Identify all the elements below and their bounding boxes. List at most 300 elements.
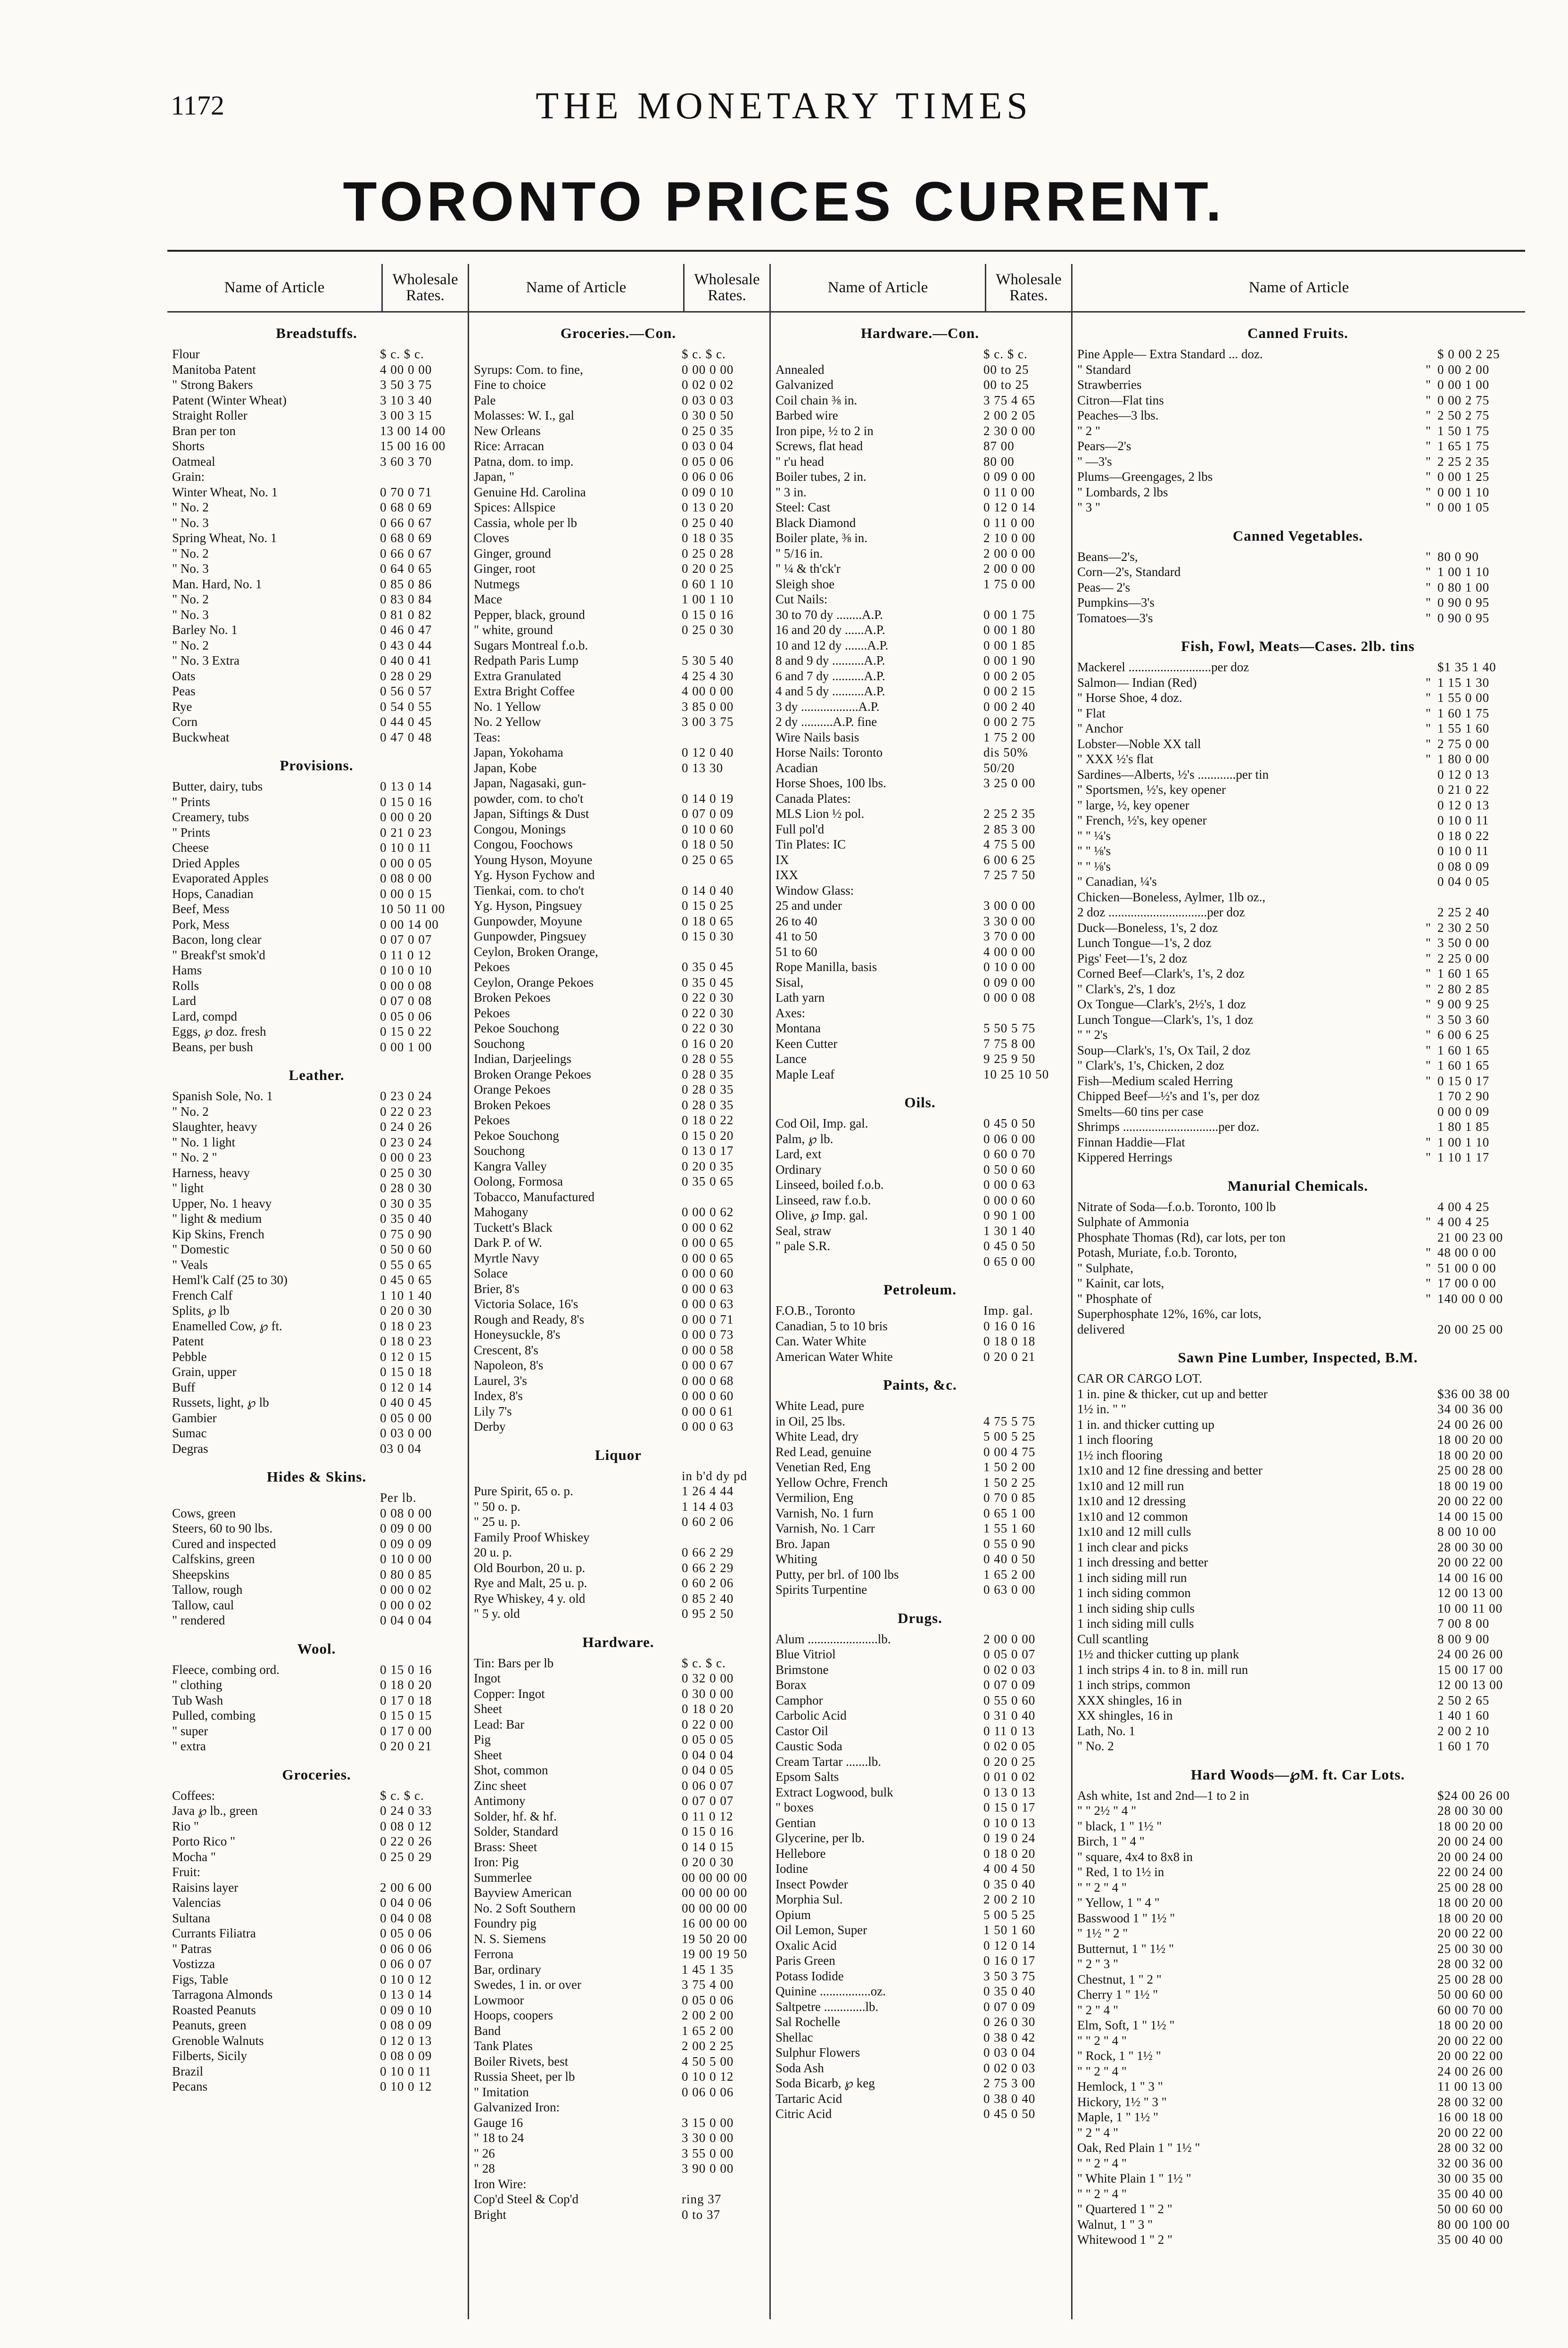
price-row <box>1077 951 1518 966</box>
price-row <box>474 944 763 960</box>
article-name: " Sulphate, <box>1077 1261 1134 1275</box>
article-name: Winter Wheat, No. 1 <box>172 485 278 499</box>
wholesale-rate: 0 13 0 14 <box>380 1987 432 2002</box>
price-row <box>474 362 763 378</box>
wholesale-rate: 0 02 0 03 <box>983 1662 1036 1677</box>
price-row <box>172 779 461 794</box>
price-row <box>474 898 763 914</box>
article-name: " Prints <box>172 825 210 840</box>
wholesale-rate: 2 00 2 25 <box>682 2039 734 2053</box>
wholesale-rate: 0 02 0 03 <box>983 2060 1036 2075</box>
wholesale-rate: 0 18 0 20 <box>682 1702 734 1716</box>
wholesale-rate: 0 00 2 15 <box>983 684 1036 698</box>
price-row <box>1077 1322 1518 1337</box>
wholesale-rate: 20 00 24 00 <box>1437 1834 1503 1848</box>
article-name: Syrups: Com. to fine, <box>474 362 583 377</box>
wholesale-rate: 0 35 0 40 <box>983 1877 1036 1891</box>
price-row <box>776 1490 1065 1506</box>
wholesale-rate: 0 06 0 07 <box>682 1778 734 1793</box>
price-row <box>776 822 1065 837</box>
article-name: Citron—Flat tins <box>1077 393 1164 407</box>
price-row <box>1077 2232 1518 2248</box>
price-row <box>172 1956 461 1972</box>
section-heading: Canned Fruits. <box>1247 325 1348 341</box>
price-row <box>776 408 1065 423</box>
wholesale-rate: 0 25 0 28 <box>682 546 734 560</box>
article-name: 1x10 and 12 mill run <box>1077 1478 1184 1493</box>
wholesale-rate: 1 80 1 85 <box>1437 1120 1490 1134</box>
article-name: Japan, Nagasaki, gun- <box>474 776 586 790</box>
wholesale-rate: 0 13 0 14 <box>380 779 432 793</box>
price-row <box>776 1223 1065 1239</box>
section-heading: Hardware. <box>582 1633 654 1650</box>
price-row <box>776 1131 1065 1147</box>
article-name: Orange Pekoes <box>474 1082 551 1096</box>
price-row <box>172 1723 461 1739</box>
wholesale-rate: 1 65 2 00 <box>983 1567 1036 1582</box>
wholesale-rate: 0 16 0 16 <box>983 1318 1036 1333</box>
wholesale-rate: 0 04 0 04 <box>380 1613 432 1627</box>
wholesale-rate: 3 60 3 70 <box>380 454 432 469</box>
price-row <box>1077 2125 1518 2141</box>
wholesale-rate: 1 30 1 40 <box>983 1223 1036 1238</box>
article-name: " Anchor <box>1077 721 1123 735</box>
article-name: Alum ......................lb. <box>776 1631 891 1646</box>
unit: " <box>1425 408 1431 422</box>
article-name: Index, 8's <box>474 1389 523 1403</box>
article-name: " 18 to 24 <box>474 2131 524 2145</box>
unit: " <box>1425 736 1431 751</box>
price-row <box>1077 1463 1518 1478</box>
wholesale-rate: 48 00 0 00 <box>1437 1245 1496 1260</box>
wholesale-rate: 0 32 0 00 <box>682 1671 734 1685</box>
price-row <box>474 1793 763 1809</box>
article-name: Extra Bright Coffee <box>474 684 575 698</box>
article-name: " 5 y. old <box>474 1607 520 1621</box>
wholesale-rate: 0 04 0 06 <box>380 1895 432 1910</box>
wholesale-rate: 0 56 0 57 <box>380 684 432 698</box>
article-name: Sheet <box>474 1747 502 1762</box>
unit: " <box>1425 920 1431 935</box>
column-header <box>771 264 1071 313</box>
wholesale-rate: 0 40 0 50 <box>983 1552 1036 1566</box>
article-name: Broken Pekoes <box>474 1097 551 1112</box>
price-row <box>172 1009 461 1024</box>
article-name: Ingot <box>474 1671 501 1685</box>
wholesale-rate: 0 00 2 40 <box>983 699 1036 714</box>
price-row <box>1077 1432 1518 1448</box>
wholesale-rate: 25 00 28 00 <box>1437 1972 1503 1986</box>
wholesale-rate: 87 00 <box>983 439 1015 453</box>
price-row <box>776 2076 1065 2091</box>
wholesale-rate: 0 00 0 20 <box>380 810 432 824</box>
price-row <box>1077 1972 1518 1987</box>
wholesale-rate: 25 00 30 00 <box>1437 1941 1503 1956</box>
price-row <box>776 1444 1065 1460</box>
rates-header: Wholesale Rates. <box>683 264 769 311</box>
price-row <box>776 1051 1065 1067</box>
wholesale-rate: 0 00 0 62 <box>682 1205 734 1219</box>
article-name: Full pol'd <box>776 822 825 836</box>
article-name: " extra <box>172 1739 206 1753</box>
wholesale-rate: 00 00 00 00 <box>682 1901 748 1915</box>
wholesale-rate: 0 09 0 10 <box>682 485 734 499</box>
wholesale-rate: 0 38 0 42 <box>983 2030 1036 2044</box>
article-name: Ferrona <box>474 1947 513 1961</box>
article-name: " light <box>172 1181 204 1195</box>
wholesale-rate: $ c. $ c. <box>682 1656 726 1670</box>
price-row <box>776 1861 1065 1877</box>
wholesale-rate: 0 07 0 08 <box>380 994 432 1008</box>
article-name: " Patras <box>172 1941 212 1956</box>
wholesale-rate: 0 28 0 55 <box>682 1052 734 1066</box>
wholesale-rate: 0 66 2 29 <box>682 1560 734 1575</box>
wholesale-rate: 0 15 0 16 <box>682 1824 734 1838</box>
article-name: White Lead, dry <box>776 1429 859 1443</box>
wholesale-rate: 0 68 0 69 <box>380 500 432 514</box>
article-name: Lunch Tongue—1's, 2 doz <box>1077 936 1212 950</box>
article-name: N. S. Siemens <box>474 1931 546 1946</box>
wholesale-rate: 1 10 1 17 <box>1437 1150 1490 1164</box>
price-row <box>776 1349 1065 1365</box>
price-row <box>776 1582 1065 1598</box>
price-row <box>776 1907 1065 1923</box>
wholesale-rate: 0 18 0 18 <box>983 1334 1036 1348</box>
price-row <box>172 1677 461 1693</box>
price-row <box>1077 469 1518 485</box>
article-name: Chestnut, 1 " 2 " <box>1077 1972 1162 1986</box>
price-row <box>172 1864 461 1880</box>
price-row <box>776 653 1065 668</box>
article-name: Shot, common <box>474 1763 548 1777</box>
price-row <box>1077 1043 1518 1058</box>
wholesale-rate: 0 24 0 26 <box>380 1120 432 1134</box>
price-row <box>776 530 1065 546</box>
article-name: Tank Plates <box>474 2039 533 2053</box>
price-row <box>172 485 461 500</box>
price-row <box>1077 675 1518 691</box>
wholesale-rate: 0 45 0 50 <box>983 2107 1036 2121</box>
wholesale-rate: 0 23 0 24 <box>380 1135 432 1149</box>
article-name: Acadian <box>776 760 818 775</box>
section-heading: Groceries. <box>282 1766 351 1783</box>
article-name: 41 to 50 <box>776 929 817 943</box>
article-name: " Strong Bakers <box>172 378 253 392</box>
wholesale-rate: 0 45 0 50 <box>983 1116 1036 1130</box>
article-name: Montana <box>776 1021 821 1035</box>
wholesale-rate: 0 00 4 75 <box>983 1444 1036 1459</box>
article-name: Sisal, <box>776 975 804 989</box>
wholesale-rate: 0 60 1 10 <box>682 577 734 591</box>
price-row <box>776 2030 1065 2045</box>
wholesale-rate: 0 22 0 30 <box>682 1005 734 1020</box>
price-row <box>474 515 763 531</box>
price-row <box>474 1358 763 1373</box>
price-row <box>172 577 461 592</box>
price-row <box>474 638 763 653</box>
section-heading: Paints, &c. <box>883 1376 957 1393</box>
unit: " <box>1425 439 1431 453</box>
wholesale-rate: 1 60 1 75 <box>1437 706 1490 720</box>
article-name: Rice: Arracan <box>474 439 545 453</box>
wholesale-rate: 28 00 30 00 <box>1437 1804 1503 1818</box>
price-row <box>776 898 1065 914</box>
article-name: Ceylon, Orange Pekoes <box>474 975 594 989</box>
wholesale-rate: 0 00 0 73 <box>682 1327 734 1342</box>
article-name: Shrimps ..............................per doz. <box>1077 1120 1260 1134</box>
wholesale-rate: 35 00 40 00 <box>1437 2186 1503 2201</box>
article-name: Extract Logwood, bulk <box>776 1785 893 1799</box>
unit: " <box>1425 951 1431 965</box>
price-row <box>776 1162 1065 1178</box>
article-name: 51 to 60 <box>776 944 817 959</box>
unit: " <box>1425 610 1431 625</box>
article-name: Ash white, 1st and 2nd—1 to 2 in <box>1077 1788 1249 1803</box>
price-row <box>172 377 461 393</box>
article-name: Tarragona Almonds <box>172 1987 273 2002</box>
wholesale-rate: 21 00 23 00 <box>1437 1230 1503 1244</box>
price-row <box>172 1880 461 1895</box>
wholesale-rate: 0 00 0 62 <box>682 1220 734 1235</box>
price-row <box>172 886 461 902</box>
price-row <box>474 2038 763 2054</box>
wholesale-rate: 0 10 0 11 <box>1437 844 1489 858</box>
article-name: Tin: Bars per lb <box>474 1656 554 1670</box>
masthead: THE MONETARY TIMES <box>536 85 1032 127</box>
price-row <box>776 607 1065 623</box>
article-name: Broken Pekoes <box>474 990 551 1005</box>
wholesale-rate: 1 45 1 35 <box>682 1962 734 1977</box>
price-row <box>1077 2064 1518 2079</box>
article-name: Gunpowder, Pingsuey <box>474 929 586 943</box>
article-name: " 3 in. <box>776 485 807 499</box>
article-name: Cows, green <box>172 1506 236 1520</box>
article-name: Tienkai, com. to cho't <box>474 883 585 898</box>
wholesale-rate: 0 20 0 30 <box>682 1855 734 1869</box>
price-row <box>776 745 1065 760</box>
article-name: 1 inch siding mill run <box>1077 1570 1187 1585</box>
price-row <box>1077 580 1518 595</box>
price-row <box>474 929 763 944</box>
price-row <box>1077 721 1518 736</box>
wholesale-rate: 0 54 0 55 <box>380 699 432 714</box>
article-name: Man. Hard, No. 1 <box>172 577 262 591</box>
article-name: Japan, Kobe <box>474 760 537 775</box>
article-name: Iodine <box>776 1862 808 1876</box>
wholesale-rate: 0 07 0 07 <box>682 1794 734 1808</box>
article-name: Glycerine, per lb. <box>776 1831 865 1845</box>
article-name: Corn—2's, Standard <box>1077 565 1181 579</box>
wholesale-rate: 4 00 4 50 <box>983 1862 1036 1876</box>
price-row <box>1077 595 1518 610</box>
article-name: Sheet <box>474 1702 502 1716</box>
wholesale-rate: 1 55 1 60 <box>1437 721 1490 735</box>
price-row <box>172 856 461 871</box>
article-name: " " 2's <box>1077 1028 1108 1042</box>
article-name: F.O.B., Toronto <box>776 1303 855 1318</box>
wholesale-rate: 9 00 9 25 <box>1437 997 1490 1011</box>
price-row <box>1077 346 1518 362</box>
wholesale-rate: 3 50 3 60 <box>1437 1012 1490 1027</box>
price-row <box>776 1005 1065 1021</box>
article-name: Solder, Standard <box>474 1824 558 1838</box>
wholesale-rate: 0 22 0 30 <box>682 1021 734 1035</box>
price-row <box>474 852 763 868</box>
price-row <box>776 1193 1065 1208</box>
article-name: Maple Leaf <box>776 1067 835 1081</box>
article-name: 1½ inch flooring <box>1077 1448 1163 1462</box>
article-name: Lowmoor <box>474 1993 524 2007</box>
article-name: " Quartered 1 " 2 " <box>1077 2202 1172 2216</box>
article-name: Porto Rico " <box>172 1834 236 1848</box>
wholesale-rate: 0 50 0 60 <box>983 1162 1036 1177</box>
price-row <box>1077 1631 1518 1647</box>
wholesale-rate: 2 30 0 00 <box>983 423 1036 438</box>
article-name: American Water White <box>776 1349 893 1364</box>
wholesale-rate: 24 00 26 00 <box>1437 2064 1503 2078</box>
name-header: Name of Article <box>526 279 627 296</box>
wholesale-rate: 3 70 0 00 <box>983 929 1036 943</box>
price-row <box>776 1459 1065 1475</box>
price-row <box>1077 1291 1518 1307</box>
price-row <box>172 1506 461 1521</box>
article-name: 10 and 12 dy .......A.P. <box>776 638 889 652</box>
section-heading: Petroleum. <box>883 1281 957 1298</box>
price-row <box>776 1922 1065 1938</box>
wholesale-rate: 28 00 32 00 <box>1437 2094 1503 2109</box>
article-name: Filberts, Sicily <box>172 2049 248 2063</box>
article-name: Quinine ................oz. <box>776 1984 886 1998</box>
price-row <box>1077 828 1518 844</box>
rates-header: Wholesale Rates. <box>381 264 468 311</box>
wholesale-rate: 20 00 22 00 <box>1437 2033 1503 2048</box>
wholesale-rate: 0 85 0 86 <box>380 577 432 591</box>
price-row <box>474 1021 763 1036</box>
wholesale-rate: 4 75 5 75 <box>983 1414 1036 1428</box>
article-name: Nutmegs <box>474 577 520 591</box>
article-name: " 2 " 4 " <box>1077 2125 1119 2140</box>
wholesale-rate: 0 83 0 84 <box>380 592 432 606</box>
article-name: " Kainit, car lots, <box>1077 1276 1164 1290</box>
price-row <box>172 515 461 531</box>
section-heading: Wool. <box>297 1640 336 1657</box>
article-name: Bro. Japan <box>776 1536 830 1551</box>
price-row <box>474 469 763 485</box>
article-name: Pure Spirit, 65 o. p. <box>474 1484 573 1498</box>
price-row <box>474 1051 763 1067</box>
article-name: 1 inch strips, common <box>1077 1678 1190 1692</box>
article-name: " Flat <box>1077 706 1106 720</box>
price-row <box>776 883 1065 898</box>
article-name: Tobacco, Manufactured <box>474 1189 594 1204</box>
article-name: Plums—Greengages, 2 lbs <box>1077 470 1213 484</box>
article-name: 1x10 and 12 common <box>1077 1509 1188 1524</box>
article-name: Indian, Darjeelings <box>474 1052 571 1066</box>
price-row <box>776 730 1065 745</box>
article-name: Pekoes <box>474 1113 510 1127</box>
unit: " <box>1425 675 1431 690</box>
article-name: Victoria Solace, 16's <box>474 1297 578 1311</box>
price-row <box>1077 1135 1518 1150</box>
wholesale-rate: 12 00 13 00 <box>1437 1678 1503 1692</box>
price-row <box>776 438 1065 454</box>
article-name: Kippered Herrings <box>1077 1150 1172 1164</box>
article-name: Brier, 8's <box>474 1281 520 1296</box>
price-row <box>1077 1834 1518 1849</box>
price-row <box>776 1953 1065 1969</box>
price-row <box>776 1177 1065 1193</box>
price-row <box>172 1708 461 1723</box>
price-row <box>474 1916 763 1931</box>
price-row <box>776 485 1065 500</box>
article-name: Carbolic Acid <box>776 1708 847 1722</box>
wholesale-rate: 0 13 0 20 <box>682 500 734 514</box>
price-row <box>172 607 461 623</box>
wholesale-rate: 0 11 0 12 <box>380 947 432 962</box>
article-name: Pecans <box>172 2079 207 2093</box>
price-row <box>474 1343 763 1358</box>
article-name: Spring Wheat, No. 1 <box>172 531 277 545</box>
price-row <box>172 1119 461 1135</box>
article-name: Gauge 16 <box>474 2115 523 2130</box>
article-name: " Clark's, 1's, Chicken, 2 doz <box>1077 1058 1224 1072</box>
price-row <box>1077 393 1518 408</box>
price-row <box>1077 1585 1518 1601</box>
price-row <box>776 1146 1065 1162</box>
price-row <box>1077 1788 1518 1804</box>
article-name: Iron: Pig <box>474 1855 519 1869</box>
price-row <box>172 2064 461 2079</box>
article-name: Palm, ℘ lb. <box>776 1131 834 1146</box>
article-name: Oxalic Acid <box>776 1938 837 1953</box>
price-row <box>776 1800 1065 1815</box>
wholesale-rate: 0 30 0 00 <box>682 1686 734 1701</box>
price-row <box>474 2161 763 2176</box>
article-name: Basswood 1 " 1½ " <box>1077 1911 1175 1925</box>
price-row <box>474 745 763 760</box>
article-name: Cod Oil, Imp. gal. <box>776 1116 868 1130</box>
wholesale-rate: 0 10 0 11 <box>380 840 432 855</box>
wholesale-rate: 0 04 0 08 <box>380 1911 432 1925</box>
article-name: Calfskins, green <box>172 1552 255 1566</box>
article-name: Red Lead, genuine <box>776 1444 872 1459</box>
article-name: Hickory, 1½ " 3 " <box>1077 2094 1167 2109</box>
article-name: Canadian, 5 to 10 bris <box>776 1318 888 1333</box>
wholesale-rate: 2 00 2 00 <box>682 2008 734 2022</box>
wholesale-rate: 0 00 0 15 <box>380 886 432 901</box>
column-2 <box>469 264 771 2319</box>
unit: " <box>1425 393 1431 407</box>
price-row <box>1077 1150 1518 1165</box>
wholesale-rate: 16 00 00 00 <box>682 1916 748 1930</box>
article-name: " " ⅛'s <box>1077 844 1111 858</box>
wholesale-rate: 0 00 0 60 <box>983 1193 1036 1207</box>
price-row <box>776 929 1065 944</box>
article-name: Dark P. of W. <box>474 1236 542 1250</box>
wholesale-rate: 0 07 0 09 <box>983 1678 1036 1692</box>
price-row <box>776 791 1065 807</box>
price-row <box>474 867 763 883</box>
wholesale-rate: 0 12 0 14 <box>983 500 1036 514</box>
price-row <box>1077 890 1518 905</box>
wholesale-rate: 1 65 1 75 <box>1437 439 1490 453</box>
wholesale-rate: 0 25 0 35 <box>682 423 734 438</box>
article-name: Beans—2's, <box>1077 549 1138 564</box>
price-row <box>776 975 1065 990</box>
article-name: " 5/16 in. <box>776 546 823 560</box>
price-row <box>172 2079 461 2094</box>
price-row <box>776 1208 1065 1223</box>
